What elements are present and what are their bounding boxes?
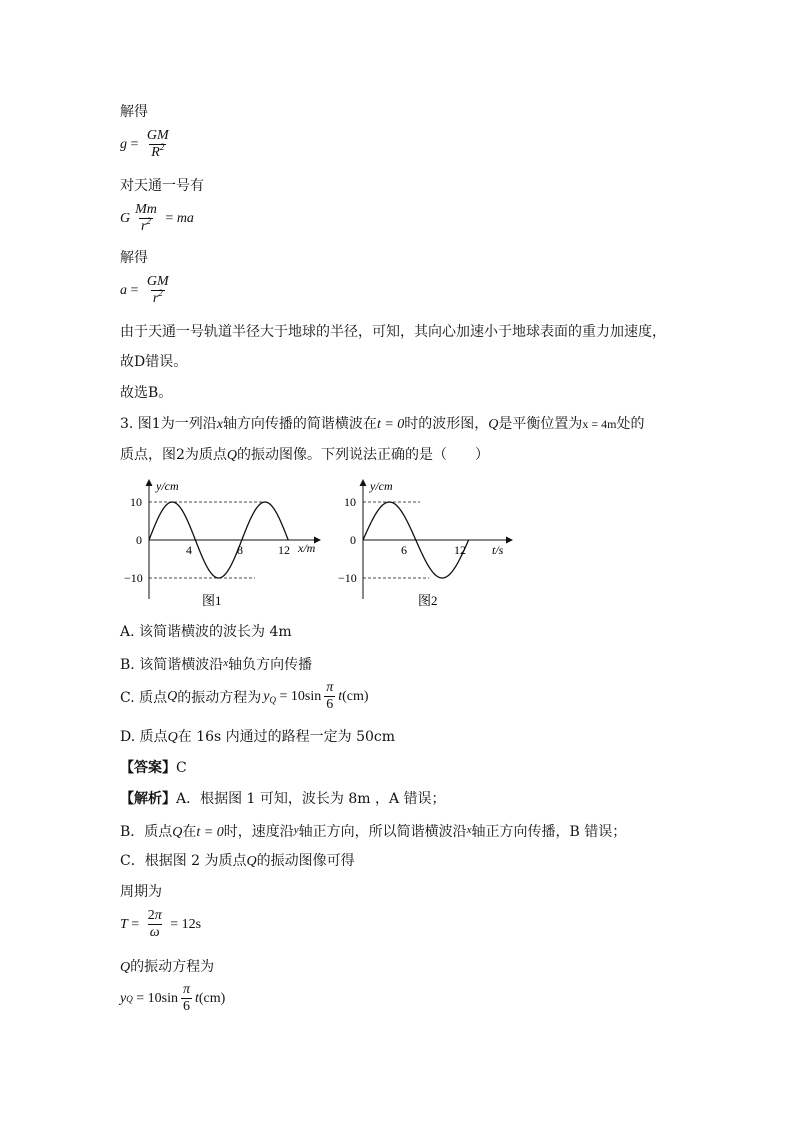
figure-caption: 图2 <box>418 593 438 608</box>
y-axis-label: y/cm <box>370 479 393 493</box>
option-d[interactable]: D. 质点Q在 16s 内通过的路程一定为 50cm <box>120 729 396 745</box>
y-axis-label: y/cm <box>156 479 179 493</box>
question-line-1: 3. 图1为一列沿x轴方向传播的简谐横波在t = 0时的波形图，Q是平衡位置为x = 4m处的 <box>120 416 645 432</box>
y-tick: 0 <box>136 533 142 547</box>
x-axis-label: t/s <box>492 543 504 557</box>
equation-vibration: y Q = 10sin $\frac{\pi}{6}$ t (cm) <box>120 982 226 1014</box>
x-axis-label: x/m <box>298 541 316 555</box>
figure-caption: 图1 <box>202 593 222 608</box>
y-tick: 0 <box>350 533 356 547</box>
figure-2 <box>332 474 522 614</box>
answer-line <box>120 758 187 778</box>
figure-1 <box>110 474 330 614</box>
equation-gravity: G $\frac{Mm}{r^2}$ = ma <box>120 202 194 234</box>
analysis-line-a: 【解析】A．根据图 1 可知，波长为 8m ，A 错误； <box>120 791 446 807</box>
y-tick: 10 <box>130 495 142 509</box>
text-line: 故D错误。 <box>120 354 188 370</box>
option-b[interactable]: B. 该简谐横波沿$^x$轴负方向传播 <box>120 657 313 673</box>
y-tick: 10 <box>344 495 356 509</box>
equation-a: a = $\frac{GM}{r^2}$ <box>120 274 169 306</box>
x-tick: 8 <box>237 543 243 557</box>
y-tick: −10 <box>338 571 357 585</box>
x-tick: 12 <box>278 543 290 557</box>
x-tick: 4 <box>186 543 192 557</box>
text-line: 对天通一号有 <box>120 178 204 194</box>
answer-value: C <box>176 760 187 776</box>
y-tick: −10 <box>124 571 143 585</box>
question-line-2: 质点，图2为质点Q的振动图像。下列说法正确的是（ ） <box>120 447 490 463</box>
text-line: Q的振动方程为 <box>120 959 215 975</box>
text-line: 解得 <box>120 104 148 120</box>
x-tick: 12 <box>454 543 466 557</box>
analysis-line-b: B．质点Q在t = 0时，速度沿$^y$轴正方向，所以简谐横波沿$^x$轴正方向传播，B 错误； <box>120 824 627 840</box>
text-line: 解得 <box>120 250 148 266</box>
answer-label: 【答案】 <box>120 760 176 776</box>
equation-g: g = $\frac{GM}{R^2}$ <box>120 128 169 160</box>
analysis-label: 【解析】 <box>120 791 176 807</box>
text-line: 由于天通一号轨道半径大于地球的半径，可知，其向心加速小于地球表面的重力加速度， <box>120 324 666 340</box>
x-tick: 6 <box>401 543 407 557</box>
text-line: 周期为 <box>120 884 162 900</box>
text-line: 故选B。 <box>120 385 173 401</box>
option-a[interactable]: A. 该简谐横波的波长为 4m <box>120 624 292 640</box>
equation-period: T = $\frac{2\pi}{\omega}$ = 12s <box>120 908 202 940</box>
analysis-line-c: C．根据图 2 为质点Q的振动图像可得 <box>120 853 355 869</box>
option-c[interactable]: C. 质点 Q 的振动方程为 $y_Q = 10\sin$ $\frac{\pi}{6}$ t(cm) <box>120 680 369 712</box>
